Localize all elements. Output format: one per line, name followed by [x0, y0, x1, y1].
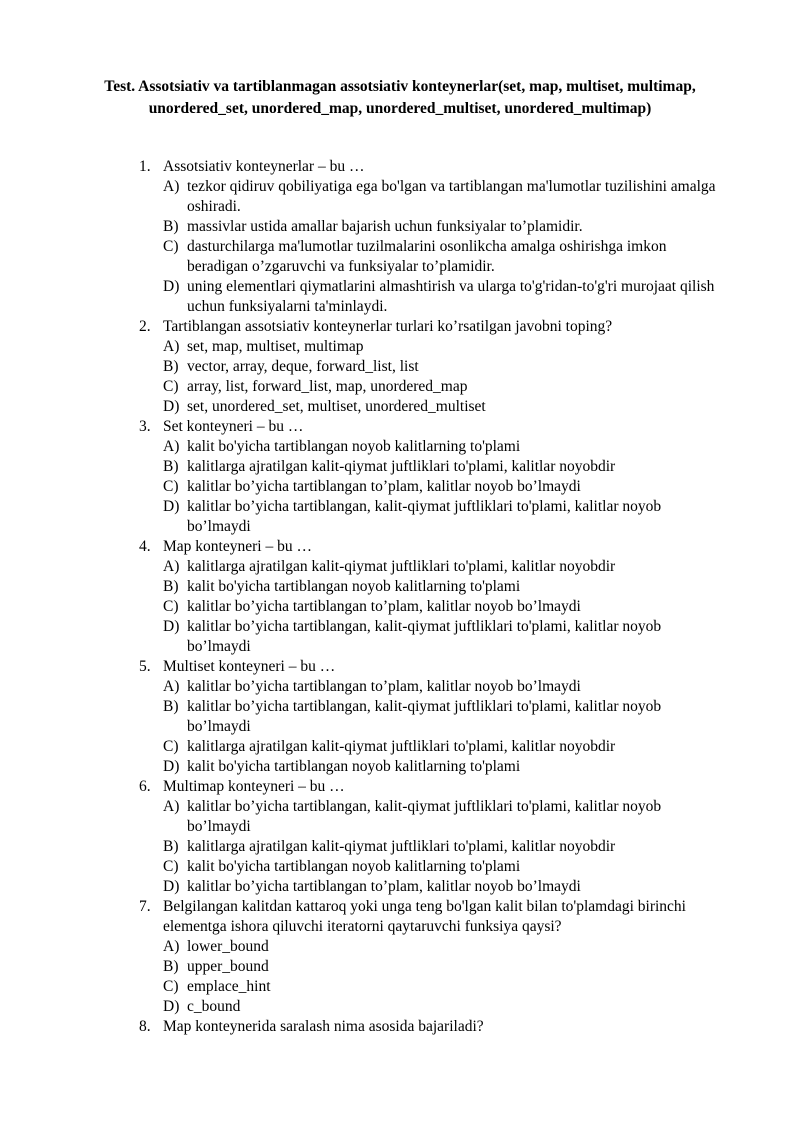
answer-option: [0, 357, 800, 377]
answer-option: [0, 497, 800, 537]
question-list: [0, 157, 800, 1037]
question-6: [0, 777, 800, 797]
answer-option: [0, 277, 800, 317]
answer-option: [0, 737, 800, 757]
option-letter: C): [163, 598, 179, 615]
option-letter: A): [163, 938, 180, 955]
option-letter: C): [163, 858, 179, 875]
option-text-line: massivlar ustida amallar bajarish uchun funksiyalar to’plamidir.: [187, 218, 583, 235]
question-text-line: Tartiblangan assotsiativ konteynerlar turlari ko’rsatilgan javobni toping?: [163, 318, 613, 335]
option-text: [187, 457, 752, 477]
answer-option: [0, 757, 800, 777]
question-text: [163, 317, 753, 337]
option-text: [187, 857, 752, 877]
question-number: 3.: [139, 418, 151, 435]
answer-option: [0, 457, 800, 477]
option-letter: D): [163, 398, 180, 415]
question-text: [163, 417, 753, 437]
option-letter: D): [163, 618, 180, 635]
answer-option: [0, 397, 800, 417]
option-text: [187, 797, 752, 837]
option-text: [187, 597, 752, 617]
option-text-line: kalitlar bo’yicha tartiblangan, kalit-qiymat juftliklari to'plami, kalitlar noyob: [187, 698, 662, 715]
option-text: [187, 937, 752, 957]
question-number: 8.: [139, 1018, 151, 1035]
option-letter: D): [163, 498, 180, 515]
title-line-1: Test. Assotsiativ va tartiblanmagan assotsiativ konteynerlar(set, map, multiset, multimap,: [104, 78, 696, 95]
option-text-line: kalitlar bo’yicha tartiblangan, kalit-qiymat juftliklari to'plami, kalitlar noyob: [187, 498, 662, 515]
option-text-line: dasturchilarga ma'lumotlar tuzilmalarini osonlikcha amalga oshirishga imkon: [187, 238, 667, 255]
option-letter: C): [163, 738, 179, 755]
option-text-line: kalitlar bo’yicha tartiblangan, kalit-qiymat juftliklari to'plami, kalitlar noyob: [187, 618, 662, 635]
option-letter: A): [163, 558, 180, 575]
answer-option: [0, 597, 800, 617]
option-text-line: c_bound: [187, 998, 241, 1015]
option-text: [187, 237, 752, 277]
option-letter: B): [163, 358, 179, 375]
answer-option: [0, 877, 800, 897]
option-letter: B): [163, 458, 179, 475]
option-text-line: uchun funksiyalarni ta'minlaydi.: [187, 298, 388, 315]
option-letter: C): [163, 238, 179, 255]
answer-option: [0, 837, 800, 857]
option-text: [187, 477, 752, 497]
answer-option: [0, 677, 800, 697]
question-text-line: Multiset konteyneri – bu …: [163, 658, 336, 675]
option-letter: C): [163, 478, 179, 495]
answer-option: [0, 217, 800, 237]
option-text-line: upper_bound: [187, 958, 269, 975]
option-text: [187, 497, 752, 537]
question-8: [0, 1017, 800, 1037]
question-text: [163, 537, 753, 557]
option-text: [187, 357, 752, 377]
option-text-line: tezkor qidiruv qobiliyatiga ega bo'lgan va tartiblangan ma'lumotlar tuzilishini amalga: [187, 178, 716, 195]
question-text-line: Set konteyneri – bu …: [163, 418, 304, 435]
question-7: [0, 897, 800, 937]
option-text-line: kalitlarga ajratilgan kalit-qiymat juftliklari to'plami, kalitlar noyobdir: [187, 558, 616, 575]
option-text: [187, 557, 752, 577]
question-1: [0, 157, 800, 177]
option-text-line: set, unordered_set, multiset, unordered_multiset: [187, 398, 486, 415]
option-text: [187, 957, 752, 977]
answer-option: [0, 697, 800, 737]
option-letter: A): [163, 438, 180, 455]
option-text: [187, 277, 752, 317]
option-text-line: kalitlar bo’yicha tartiblangan, kalit-qiymat juftliklari to'plami, kalitlar noyob: [187, 798, 662, 815]
answer-option: [0, 177, 800, 217]
option-text-line: kalit bo'yicha tartiblangan noyob kalitlarning to'plami: [187, 858, 521, 875]
question-text-line: Map konteynerida saralash nima asosida bajariladi?: [163, 1018, 484, 1035]
option-text-line: lower_bound: [187, 938, 269, 955]
question-3: [0, 417, 800, 437]
option-text: [187, 397, 752, 417]
question-text: [163, 157, 753, 177]
option-text-line: bo’lmaydi: [187, 818, 251, 835]
question-number: 7.: [139, 898, 151, 915]
question-number: 5.: [139, 658, 151, 675]
option-text: [187, 677, 752, 697]
answer-option: [0, 977, 800, 997]
option-text: [187, 697, 752, 737]
option-letter: A): [163, 338, 180, 355]
option-letter: A): [163, 678, 180, 695]
option-letter: D): [163, 758, 180, 775]
option-text-line: beradigan o’zgaruvchi va funksiyalar to’plamidir.: [187, 258, 495, 275]
option-text-line: bo’lmaydi: [187, 518, 251, 535]
option-letter: B): [163, 218, 179, 235]
option-letter: B): [163, 578, 179, 595]
option-text: [187, 337, 752, 357]
option-letter: A): [163, 798, 180, 815]
answer-option: [0, 437, 800, 457]
option-text: [187, 577, 752, 597]
option-text-line: kalitlarga ajratilgan kalit-qiymat juftliklari to'plami, kalitlar noyobdir: [187, 838, 616, 855]
answer-option: [0, 337, 800, 357]
answer-option: [0, 237, 800, 277]
question-2: [0, 317, 800, 337]
option-text-line: emplace_hint: [187, 978, 271, 995]
option-letter: C): [163, 378, 179, 395]
option-text-line: kalit bo'yicha tartiblangan noyob kalitlarning to'plami: [187, 438, 521, 455]
answer-option: [0, 957, 800, 977]
option-text: [187, 877, 752, 897]
question-text: [163, 1017, 753, 1037]
question-number: 4.: [139, 538, 151, 555]
option-letter: D): [163, 998, 180, 1015]
option-text-line: kalitlar bo’yicha tartiblangan to’plam, kalitlar noyob bo’lmaydi: [187, 878, 581, 895]
option-text-line: kalitlarga ajratilgan kalit-qiymat juftliklari to'plami, kalitlar noyobdir: [187, 738, 616, 755]
question-text-line: Map konteyneri – bu …: [163, 538, 312, 555]
option-text: [187, 997, 752, 1017]
page-title: [100, 76, 700, 120]
question-text-line: Assotsiativ konteynerlar – bu …: [163, 158, 365, 175]
question-5: [0, 657, 800, 677]
title-line-2: unordered_set, unordered_map, unordered_multiset, unordered_multimap): [148, 100, 652, 117]
option-text: [187, 757, 752, 777]
option-text-line: kalitlar bo’yicha tartiblangan to’plam, kalitlar noyob bo’lmaydi: [187, 678, 581, 695]
option-letter: A): [163, 178, 180, 195]
option-text: [187, 177, 752, 217]
option-text-line: kalitlarga ajratilgan kalit-qiymat juftliklari to'plami, kalitlar noyobdir: [187, 458, 616, 475]
option-letter: B): [163, 838, 179, 855]
option-letter: C): [163, 978, 179, 995]
answer-option: [0, 797, 800, 837]
option-letter: B): [163, 958, 179, 975]
question-number: 6.: [139, 778, 151, 795]
option-text-line: array, list, forward_list, map, unordered_map: [187, 378, 468, 395]
option-text: [187, 377, 752, 397]
option-text-line: bo’lmaydi: [187, 718, 251, 735]
answer-option: [0, 617, 800, 657]
option-text-line: bo’lmaydi: [187, 638, 251, 655]
question-text: [163, 777, 753, 797]
question-text-line: Multimap konteyneri – bu …: [163, 778, 345, 795]
answer-option: [0, 857, 800, 877]
option-text: [187, 617, 752, 657]
question-text: [163, 657, 753, 677]
answer-option: [0, 557, 800, 577]
option-text: [187, 437, 752, 457]
question-text-line: Belgilangan kalitdan kattaroq yoki unga teng bo'lgan kalit bilan to'plamdagi birinchi: [163, 898, 686, 915]
answer-option: [0, 997, 800, 1017]
option-text: [187, 837, 752, 857]
option-text-line: uning elementlari qiymatlarini almashtirish va ularga to'g'ridan-to'g'ri murojaat qilish: [187, 278, 715, 295]
question-text: [163, 897, 753, 937]
option-letter: D): [163, 278, 180, 295]
question-4: [0, 537, 800, 557]
option-text-line: vector, array, deque, forward_list, list: [187, 358, 419, 375]
option-text-line: set, map, multiset, multimap: [187, 338, 364, 355]
question-number: 2.: [139, 318, 151, 335]
option-text-line: kalit bo'yicha tartiblangan noyob kalitlarning to'plami: [187, 758, 521, 775]
question-text-line: elementga ishora qiluvchi iteratorni qaytaruvchi funksiya qaysi?: [163, 918, 562, 935]
answer-option: [0, 937, 800, 957]
option-text-line: kalitlar bo’yicha tartiblangan to’plam, kalitlar noyob bo’lmaydi: [187, 478, 581, 495]
option-text-line: oshiradi.: [187, 198, 241, 215]
option-text-line: kalitlar bo’yicha tartiblangan to’plam, kalitlar noyob bo’lmaydi: [187, 598, 581, 615]
answer-option: [0, 377, 800, 397]
option-text: [187, 737, 752, 757]
option-text-line: kalit bo'yicha tartiblangan noyob kalitlarning to'plami: [187, 578, 521, 595]
answer-option: [0, 577, 800, 597]
option-text: [187, 217, 752, 237]
option-text: [187, 977, 752, 997]
option-letter: B): [163, 698, 179, 715]
question-number: 1.: [139, 158, 151, 175]
option-letter: D): [163, 878, 180, 895]
answer-option: [0, 477, 800, 497]
